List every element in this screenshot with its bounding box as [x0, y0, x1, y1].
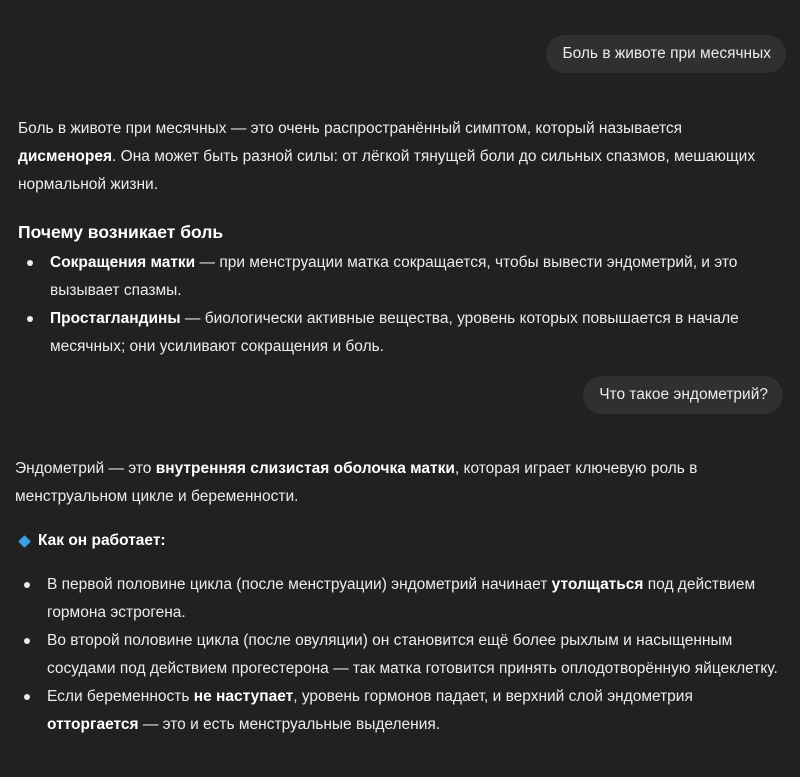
bullet-dot-icon — [27, 316, 33, 322]
assistant-paragraph: Боль в животе при месячных — это очень распространённый симптом, который называется дисменорея. Она может быть разной силы: от лёгкой тянущей боли до сильных спазмов, мешающих нормальной жизни. — [18, 120, 756, 193]
subheading: Как он работает: — [15, 527, 785, 555]
list-item: Во второй половине цикла (после овуляции) он становится ещё более рыхлым и насыщенным сосудами под действием прогестерона — так матка готовится принять оплодотворённую яйцеклетку. — [15, 627, 785, 683]
user-message-text: Что такое эндометрий? — [599, 386, 768, 403]
bold-term: внутренняя слизистая оболочка матки — [155, 460, 455, 477]
list-item: Если беременность не наступает, уровень гормонов падает, и верхний слой эндометрия отторгается — это и есть менструальные выделения. — [15, 683, 785, 739]
list-item: Сокращения матки — при менструации матка сокращается, чтобы вывести эндометрий, и это вызывает спазмы. — [18, 249, 778, 305]
bullet-dot-icon — [24, 582, 30, 588]
user-message-bubble — [546, 35, 786, 73]
section-heading: Почему возникает боль — [18, 222, 224, 242]
bold-term: дисменорея — [18, 148, 113, 165]
user-message-bubble — [583, 376, 783, 414]
list-item: Простагландины — биологически активные вещества, уровень которых повышается в начале месячных; они усиливают сокращения и боль. — [18, 305, 778, 361]
bullet-dot-icon — [24, 638, 30, 644]
bullet-list — [15, 571, 785, 739]
bullet-dot-icon — [27, 260, 33, 266]
bullet-dot-icon — [24, 694, 30, 700]
assistant-paragraph: Эндометрий — это внутренняя слизистая оболочка матки, которая играет ключевую роль в менструальном цикле и беременности. — [15, 460, 698, 505]
bullet-list — [18, 249, 778, 361]
user-message-text: Боль в животе при месячных — [562, 45, 771, 62]
blue-diamond-icon — [18, 535, 31, 548]
assistant-message — [15, 455, 785, 739]
list-item: В первой половине цикла (после менструации) эндометрий начинает утолщаться под действием гормона эстрогена. — [15, 571, 785, 627]
assistant-message — [18, 115, 778, 361]
